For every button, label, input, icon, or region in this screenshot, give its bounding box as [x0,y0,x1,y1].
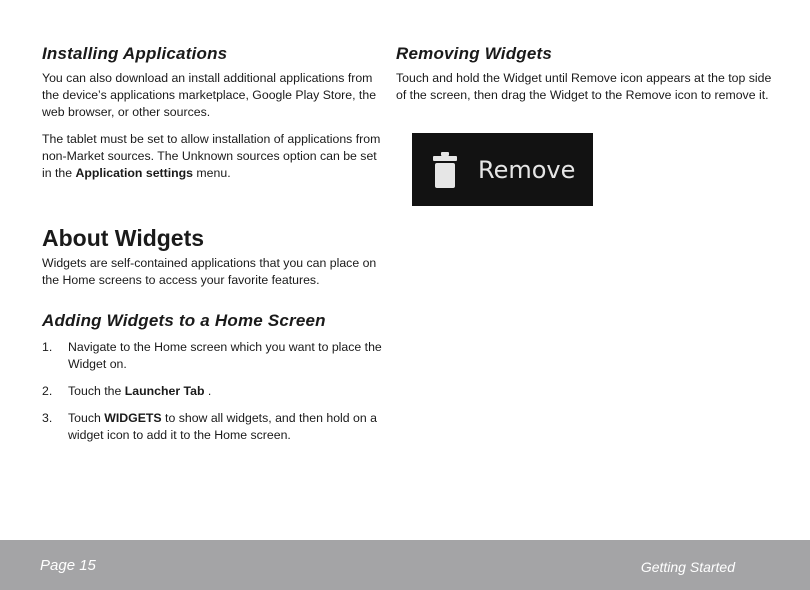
step-text-end: to show all widgets, and then hold on a widget icon to add it to the Home screen. [68,411,377,442]
widgets-term: WIDGETS [104,411,162,425]
list-item [42,339,387,373]
about-widgets-paragraph: Widgets are self-contained applications that you can place on the Home screens to access your favorite features. [42,256,377,287]
left-column [42,44,387,454]
installing-paragraph-2-text: The tablet must be set to allow installation of applications from non-Market sources. The Unknown sources option can be set in the [42,132,381,180]
installing-paragraph-2 [42,131,387,182]
right-column [396,44,776,104]
step-number: 1. [42,340,53,354]
page-number: Page 15 [40,557,96,574]
step-text: Touch the [68,384,125,398]
remove-label: Remove [478,155,576,184]
step-text: Touch [68,411,105,425]
application-settings-term: Application settings [75,166,194,180]
adding-widgets-heading: Adding Widgets to a Home Screen [42,311,326,330]
installing-paragraph-1: You can also download an install additional applications from the device’s applications marketplace, Google Play Store, the web browser, or other sources. [42,71,377,119]
adding-steps-list [42,339,387,444]
section-name: Getting Started [640,559,735,575]
installing-paragraph-2-end: menu. [193,166,231,180]
list-item [42,383,387,400]
step-text-end: . [204,384,212,398]
installing-applications-heading: Installing Applications [42,44,228,63]
removing-widgets-heading: Removing Widgets [396,44,553,63]
list-item [42,410,387,444]
page-footer [0,540,810,590]
about-widgets-heading: About Widgets [42,225,205,251]
removing-widgets-paragraph: Touch and hold the Widget until Remove icon appears at the top side of the screen, then drag the Widget to the Remove icon to remove it. [396,71,772,102]
remove-illustration [412,133,593,206]
step-text: Navigate to the Home screen which you want to place the Widget on. [68,340,382,371]
step-number: 2. [42,384,53,398]
step-number: 3. [42,411,53,425]
launcher-tab-term: Launcher Tab [124,384,205,398]
trash-icon [432,151,458,189]
